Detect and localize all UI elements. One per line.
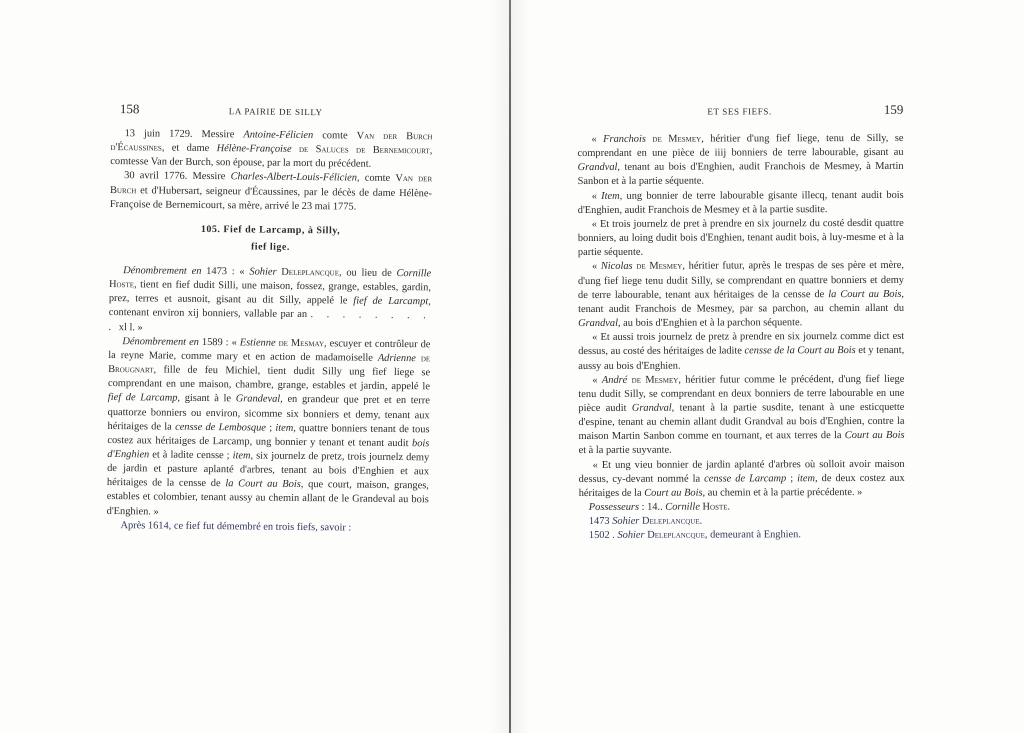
fief-pret: « Et trois journelz de pret à prendre en six journelz du costé desdit quattre bonniers, au loing dudit bois d'Enghien, tenant audit bois, à luy-mesme et à la partie séquente. bbox=[577, 217, 904, 259]
right-page bbox=[577, 0, 905, 544]
left-page bbox=[106, 0, 434, 536]
right-running-head bbox=[577, 101, 904, 123]
fief-andre: « André de Mesmey, héritier futur comme le précédent, d'ung fief liege tenu dudit Silly, se comprendant en deux bonniers de terre labourable en une pièce audit Grandval, tenant à la partie susdite, tenant à une esticquette d'espine, tenant au chemin allant dudit Grandval au bois d'Enghien, contre la maison Martin Sanbon comme en tournant, et aux terres de la Court au Bois et à la partie suyvante. bbox=[578, 373, 905, 457]
left-page-number: 158 bbox=[119, 101, 140, 117]
denombrement-1589: Dénombrement en 1589 : « Estienne de Mesmay, escuyer et contrôleur de la reyne Marie, comme mary et en action de madamoiselle Adrienne de Brougnart, fille de feu Michiel, tient dudit Silly ung fief liege se comprendant en une maison, chambre, grange, estables et jardin, appelé le fief de Larcamp, gisant à le Grandeval, en grandeur que pret et en terre quattorze bonniers ou environ, sicomme six bonniers et demy, tenant aux héritaiges de la censse de Lembosque ; item, quattre bonniers tenant de tous costez aux héritaiges de Larcamp, ung bonnier y tenant et tenant audit bois d'Enghien et à ladite censse ; item, six journelz de pretz, trois journelz demy de jardin et pasture aplanté d'arbres, tenant au bois d'Enghien et aux héritaiges de la censse de la Court au Bois, que court, maison, granges, estables et colombier, tenant aussy au chemin allant de le Grandeval au bois d'Enghien. » bbox=[106, 335, 431, 518]
fief-item: « Item, ung bonnier de terre labourable gisante illecq, tenant audit bois d'Enghien, audit Franchois de Mesmey et à la partie susdite. bbox=[577, 189, 904, 216]
entry-1729: 13 juin 1729. Messire Antoine-Félicien comte Van der Burch d'Écaussines, et dame Hélène-Françoise de Saluces de Bernemicourt, comtesse Van der Burch, son épouse, par la mort du précédent. bbox=[110, 128, 433, 171]
possessors-line: Possesseurs : 14.. Cornille Hoste. bbox=[588, 501, 731, 514]
left-running-head bbox=[111, 103, 433, 124]
section-heading: 105. Fief de Larcamp, à Silly, fief lige. bbox=[200, 223, 341, 253]
owner-1473: 1473 Sohier Deleplancque. bbox=[588, 515, 703, 528]
entry-1776: 30 avril 1776. Messire Charles-Albert-Louis-Félicien, comte Van der Burch et d'Hubersart, seigneur d'Écaussines, par le décès de dame Hélène-Françoise de Bernemicourt, sa mère, arrivé le 23 mai 1775. bbox=[109, 170, 433, 213]
fief-franchois: « Franchois de Mesmey, héritier d'ung fief liege, tenu de Silly, se comprendant en une pièce de iiij bonniers de terre labourable, gisant au Grandval, tenant au bois d'Enghien, audit Franchois de Mesmey, à Martin Sanbon et à la partie séquente. bbox=[577, 132, 904, 188]
house-name: Van der Burch bbox=[109, 173, 433, 196]
owner-1502: 1502 . Sohier Deleplancque, demeurant à Enghien. bbox=[588, 529, 801, 542]
fief-jardin: « Et ung vieu bonnier de jardin aplanté d'arbres où solloit avoir maison dessus, cy-devant nommé la censse de Larcamp ; item, de deux costez aux héritaiges de la Court au Bois, au chemin et à la partie précédente. » bbox=[578, 458, 905, 499]
denombrement-1473: Dénombrement en 1473 : « Sohier Deleplancque, ou lieu de Cornille Hoste, tient en fief dudit Silli, une maison, fossez, grange, estables, gardin, prez, terres et ausnoit, gisant au dit Silly, appelé le fief de Larcampt, contenant environ xij bonniers, vallable par an . . . . . . . . . xl l. » bbox=[108, 265, 432, 333]
right-page-number: 159 bbox=[883, 101, 904, 117]
right-running-title: ET SES FIEFS. bbox=[707, 106, 772, 117]
fief-pretz: « Et aussi trois journelz de pretz à prendre en six journelz comme dict est dessus, au costé des héritaiges de ladite censse de la Court au Bois et y tenant, aussy au bois d'Enghien. bbox=[578, 331, 905, 372]
left-page-body bbox=[106, 127, 432, 536]
person-name: Antoine-Félicien bbox=[243, 129, 314, 142]
book-gutter bbox=[509, 0, 511, 733]
left-running-title: LA PAIRIE DE SILLY bbox=[228, 106, 323, 118]
house-name: Van der Burch d'Écaussines bbox=[110, 130, 433, 154]
dot-leader: . . . . . . . . . bbox=[108, 309, 431, 333]
person-name: Charles-Albert-Louis-Félicien bbox=[230, 171, 358, 185]
dismemberment-note: Après 1614, ce fief fut démembré en trois fiefs, savoir : bbox=[120, 519, 352, 534]
person-name: Hélène-Françoise bbox=[216, 143, 292, 156]
entry-date: 13 juin 1729. bbox=[124, 128, 193, 140]
entry-date: 30 avril 1776. bbox=[124, 170, 188, 183]
right-page-body bbox=[577, 132, 904, 544]
fief-nicolas: « Nicolas de Mesmey, héritier futur, après le trespas de ses père et mère, d'ung fief liege tenu dudit Silly, se comprendant en quattre bonniers et demy de terre labourable, tenant aux héritaiges de la censse de la Court au Bois, tenant audit Franchois de Mesmey, par sa parchon, au chemin allant du Grandval, au bois d'Enghien et à la parchon séquente. bbox=[577, 260, 905, 330]
house-name: de Saluces de Bernemicourt bbox=[298, 144, 430, 157]
annual-value: xl l. » bbox=[118, 321, 143, 333]
possessors-list bbox=[579, 500, 905, 544]
